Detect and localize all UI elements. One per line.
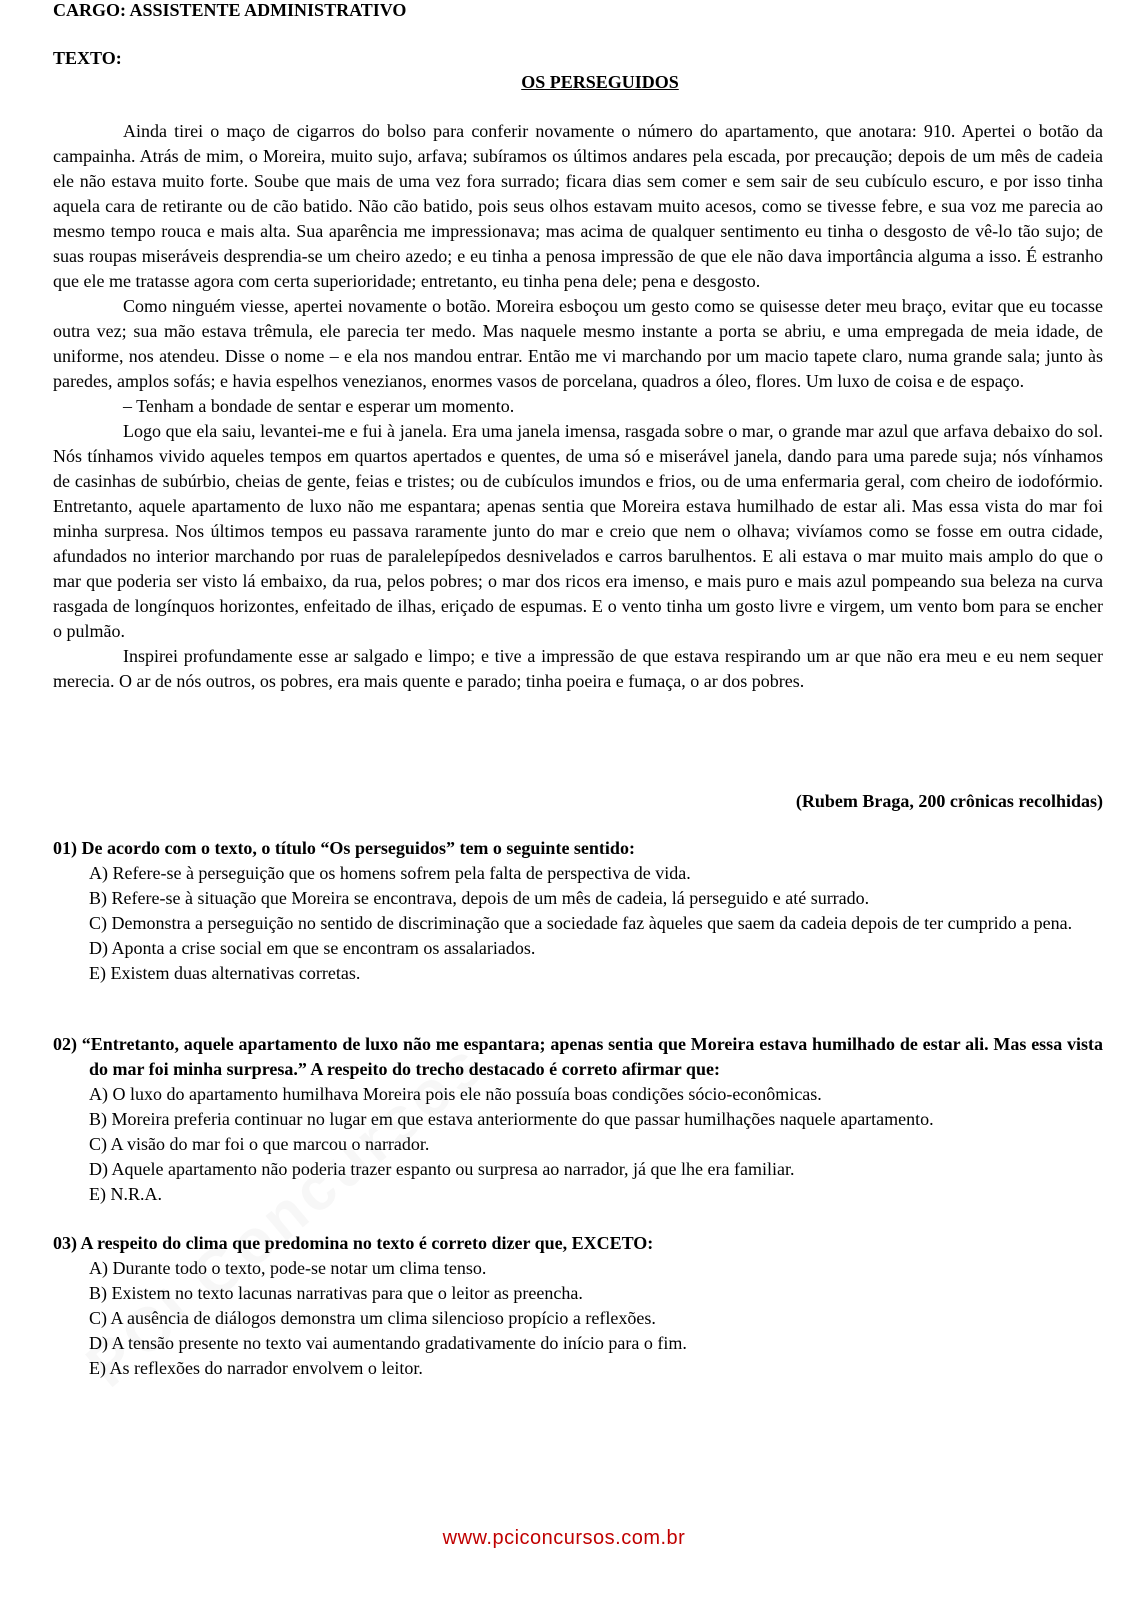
question-options xyxy=(53,1082,1103,1207)
option-d: D) Aquele apartamento não poderia trazer espanto ou surpresa ao narrador, já que lhe era familiar. xyxy=(89,1159,795,1179)
option-a: A) O luxo do apartamento humilhava Moreira pois ele não possuía boas condições sócio-econômicas. xyxy=(89,1084,822,1104)
paragraph: Logo que ela saiu, levantei-me e fui à janela. Era uma janela imensa, rasgada sobre o mar, o grande mar azul que arfava debaixo do sol. Nós tínhamos vivido aqueles tempos em quartos apertados e quentes, de uma só e miserável janela, dando para uma parede suja; nós vínhamos de casinhas de subúrbio, cheias de gente, feias e tristes; ou de cubículos imundos e frios, ou de uma enfermaria geral, com cheiro de iodofórmio. Entretanto, aquele apartamento de luxo não me espantara; apenas sentia que Moreira estava humilhado de estar ali. Mas essa vista do mar foi minha surpresa. Nos últimos tempos eu passava raramente junto do mar e creio que nem o olhava; vivíamos como se fosse em outra cidade, afundados no interior marchando por ruas de paralelepípedos desnivelados e carros barulhentos. E ali estava o mar muito mais amplo do que o mar que poderia ser visto lá embaixo, da rua, pelos pobres; o mar dos ricos era imenso, e mais puro e mais azul pompeando sua beleza na curva rasgada de longínquos horizontes, enfeitado de ilhas, eriçado de espumas. E o vento tinha um gosto livre e virgem, um vento bom para se encher o pulmão. xyxy=(53,421,1103,641)
option-d: D) A tensão presente no texto vai aumentando gradativamente do início para o fim. xyxy=(89,1333,687,1353)
option-e: E) As reflexões do narrador envolvem o leitor. xyxy=(89,1358,423,1378)
option-b: B) Refere-se à situação que Moreira se encontrava, depois de um mês de cadeia, lá perseguido e até surrado. xyxy=(89,888,870,908)
question-stem: 03) A respeito do clima que predomina no texto é correto dizer que, EXCETO: xyxy=(53,1233,654,1253)
text-body xyxy=(53,119,1103,694)
question-options xyxy=(53,861,1103,986)
paragraph: Inspirei profundamente esse ar salgado e limpo; e tive a impressão de que estava respirando um ar que não era meu e eu nem sequer merecia. O ar de nós outros, os pobres, era mais quente e parado; tinha poeira e fumaça, o ar dos pobres. xyxy=(53,646,1103,691)
question-stem: 01) De acordo com o texto, o título “Os perseguidos” tem o seguinte sentido: xyxy=(53,838,635,858)
text-attribution: (Rubem Braga, 200 crônicas recolhidas) xyxy=(795,791,1103,811)
option-c: C) Demonstra a perseguição no sentido de discriminação que a sociedade faz àqueles que saem da cadeia depois de ter cumprido a pena. xyxy=(89,913,1073,933)
cargo-heading: CARGO: ASSISTENTE ADMINISTRATIVO xyxy=(53,0,407,20)
paragraph: Ainda tirei o maço de cigarros do bolso para conferir novamente o número do apartamento, que anotara: 910. Apertei o botão da campainha. Atrás de mim, o Moreira, muito sujo, arfava; subíramos os últimos andares pela escada, por precaução; depois de um mês de cadeia ele não estava muito forte. Soube que mais de uma vez fora surrado; ficara dias sem comer e sem sair de seu cubículo escuro, e por isso tinha aquela cara de retirante ou de cão batido. Não cão batido, pois seus olhos estavam muito acesos, como se tivesse febre, e sua voz me parecia ao mesmo tempo rouca e mais alta. Sua aparência me impressionava; mas acima de qualquer sentimento eu tinha o desgosto de vê-lo tão sujo; de suas roupas miseráveis desprendia-se um cheiro azedo; e eu tinha a penosa impressão de que ele não dava importância alguma a isso. É estranho que ele me tratasse agora com certa superioridade; entretanto, eu tinha pena dele; pena e desgosto. xyxy=(53,121,1103,291)
option-d: D) Aponta a crise social em que se encontram os assalariados. xyxy=(89,938,536,958)
footer-url: www.pciconcursos.com.br xyxy=(442,1527,686,1549)
paragraph: Como ninguém viesse, apertei novamente o botão. Moreira esboçou um gesto como se quisesse deter meu braço, evitar que eu tocasse outra vez; sua mão estava trêmula, ele parecia ter medo. Mas naquele mesmo instante a porta se abriu, e uma empregada de meia idade, de uniforme, nos atendeu. Disse o nome – e ela nos mandou entrar. Então me vi marchando por um macio tapete claro, numa grande sala; junto às paredes, amplos sofás; e havia espelhos venezianos, enormes vasos de porcelana, quadros a óleo, flores. Um luxo de coisa e de espaço. xyxy=(53,296,1103,391)
option-c: C) A ausência de diálogos demonstra um clima silencioso propício a reflexões. xyxy=(89,1308,656,1328)
question-stem: 02) “Entretanto, aquele apartamento de luxo não me espantara; apenas sentia que Moreira estava humilhado de estar ali. Mas essa vista do mar foi minha surpresa.” A respeito do trecho destacado é correto afirmar que: xyxy=(53,1034,1103,1079)
option-c: C) A visão do mar foi o que marcou o narrador. xyxy=(89,1134,430,1154)
text-title: OS PERSEGUIDOS xyxy=(521,72,679,92)
option-e: E) N.R.A. xyxy=(89,1184,162,1204)
question-01 xyxy=(53,836,1103,986)
option-b: B) Moreira preferia continuar no lugar em que estava anteriormente do que passar humilhações naquele apartamento. xyxy=(89,1109,934,1129)
option-e: E) Existem duas alternativas corretas. xyxy=(89,963,361,983)
paragraph: – Tenham a bondade de sentar e esperar um momento. xyxy=(123,396,515,416)
question-02 xyxy=(53,1032,1103,1207)
question-03 xyxy=(53,1231,1103,1381)
texto-label: TEXTO: xyxy=(53,48,122,68)
option-b: B) Existem no texto lacunas narrativas para que o leitor as preencha. xyxy=(89,1283,583,1303)
option-a: A) Durante todo o texto, pode-se notar um clima tenso. xyxy=(89,1258,487,1278)
option-a: A) Refere-se à perseguição que os homens sofrem pela falta de perspectiva de vida. xyxy=(89,863,691,883)
question-options xyxy=(53,1256,1103,1381)
